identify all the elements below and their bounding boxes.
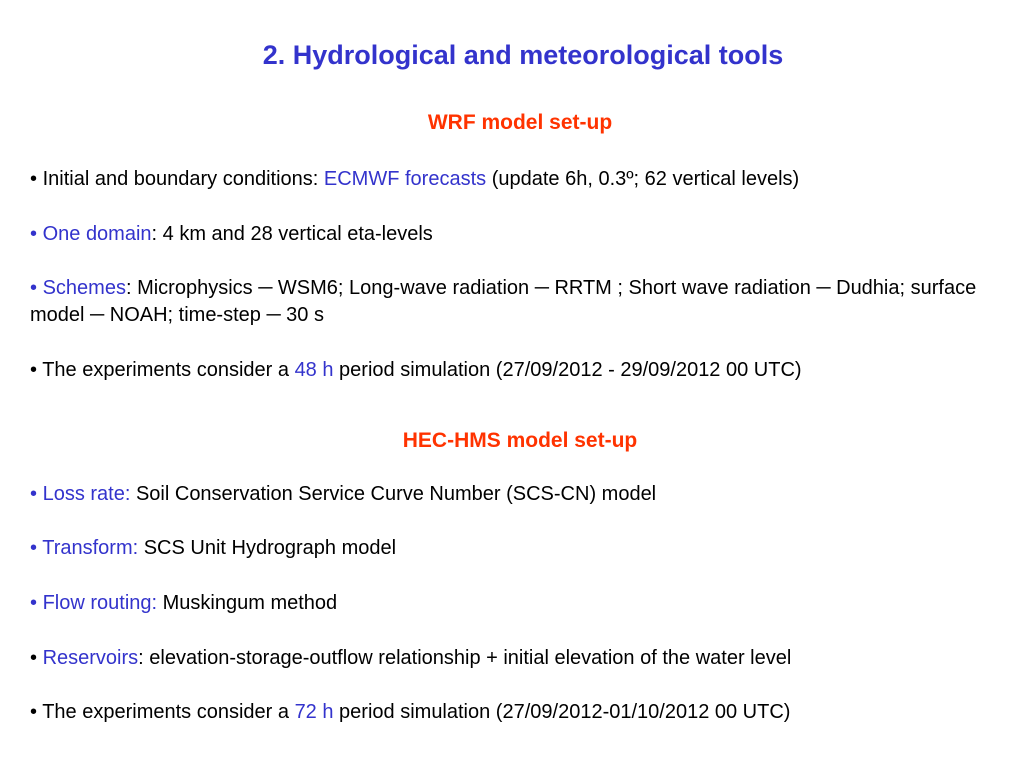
bullet-glyph: • [30,168,38,190]
bullet-rest: (update 6h, 0.3º; 62 vertical levels) [486,168,800,190]
bullet-rest: period simulation (27/09/2012 - 29/09/2012 00 UTC) [333,359,802,381]
bullet-glyph: • [30,483,38,505]
hms-bullet-flow-routing [30,590,990,617]
bullet-rest: Soil Conservation Service Curve Number (SCS-CN) model [130,483,657,505]
bullet-glyph: • [30,647,38,669]
bullet-highlight: Loss rate: [42,483,131,505]
bullet-highlight: Schemes [42,277,126,299]
wrf-bullet-initial-conditions [30,166,990,193]
section-heading-hec-hms: HEC-HMS model set-up [402,429,638,452]
bullet-lead: The experiments consider a [42,359,295,381]
slide-title: 2. Hydrological and meteorological tools [262,40,784,70]
bullet-rest: period simulation (27/09/2012-01/10/2012 00 UTC) [333,701,791,723]
bullet-highlight: One domain [42,223,152,245]
bullet-highlight: Reservoirs [42,647,139,669]
section-heading-wrf: WRF model set-up [427,111,613,134]
hms-bullet-loss-rate [30,481,990,508]
bullet-lead: The experiments consider a [42,701,295,723]
bullet-highlight: ECMWF forecasts [323,168,487,190]
hms-bullet-experiments [30,699,990,726]
bullet-highlight: 72 h [294,701,334,723]
bullet-glyph: • [30,359,38,381]
bullet-rest: Muskingum method [157,592,338,614]
bullet-rest: : Microphysics ─ WSM6; Long-wave radiation ─ RRTM ; Short wave radiation ─ Dudhia; surface model ─ NOAH; time-step ─ 30 s [30,277,977,326]
bullet-highlight: 48 h [294,359,334,381]
bullet-lead: Initial and boundary conditions: [42,168,324,190]
wrf-bullet-experiments [30,357,990,384]
hms-bullet-transform [30,535,990,562]
wrf-bullet-domain [30,221,990,248]
bullet-glyph: • [30,701,38,723]
hms-bullet-reservoirs [30,645,990,672]
bullet-glyph: • [30,592,38,614]
bullet-highlight: Flow routing: [42,592,158,614]
bullet-glyph: • [30,277,38,299]
bullet-rest: SCS Unit Hydrograph model [138,537,397,559]
bullet-glyph: • [30,537,38,559]
bullet-rest: : 4 km and 28 vertical eta-levels [151,223,433,245]
bullet-glyph: • [30,223,38,245]
bullet-rest: : elevation-storage-outflow relationship + initial elevation of the water level [138,647,792,669]
bullet-highlight: Transform: [42,537,139,559]
wrf-bullet-schemes [30,275,990,329]
